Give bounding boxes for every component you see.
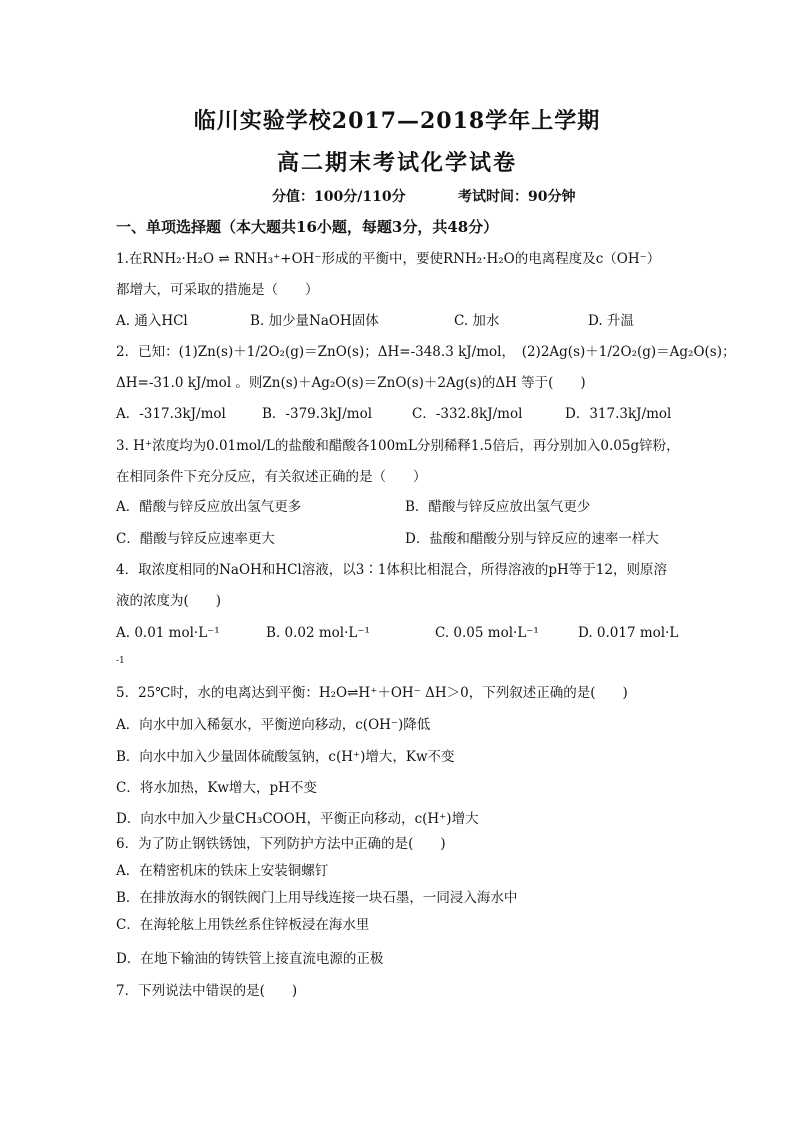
q5-option-c: C．将水加热，Kw增大，pH不变 bbox=[116, 780, 317, 796]
q2-stem-line1: 2．已知：(1)Zn(s)＋1/2O₂(g)＝ZnO(s)；ΔH=-348.3 kJ/mol， (2)2Ag(s)＋1/2O₂(g)＝Ag₂O(s)； bbox=[116, 344, 736, 360]
exam-title: 临川实验学校2017—2018学年上学期 bbox=[193, 108, 601, 134]
q4-option-b: B. 0.02 mol·L⁻¹ bbox=[266, 625, 370, 641]
q2-stem-line2: ΔH=-31.0 kJ/mol 。则Zn(s)＋Ag₂O(s)＝ZnO(s)＋2Ag(s)的ΔH 等于( ) bbox=[116, 375, 586, 391]
q5-option-a: A．向水中加入稀氨水，平衡逆向移动，c(OH⁻)降低 bbox=[116, 717, 431, 733]
section-heading: 一、单项选择题（本大题共16小题，每题3分，共48分） bbox=[116, 218, 499, 236]
q4-option-c: C. 0.05 mol·L⁻¹ bbox=[435, 625, 539, 641]
q4-stem-line1: 4．取浓度相同的NaOH和HCl溶液，以3∶1体积比相混合，所得溶液的pH等于12，则原溶 bbox=[116, 562, 667, 578]
q3-option-c: C．醋酸与锌反应速率更大 bbox=[116, 531, 275, 547]
q3-option-d: D．盐酸和醋酸分别与锌反应的速率一样大 bbox=[405, 531, 659, 547]
q4-option-d: D. 0.017 mol·L bbox=[578, 625, 679, 641]
q6-option-c: C．在海轮舷上用铁丝系住锌板浸在海水里 bbox=[116, 917, 370, 933]
score-info: 分值：100分/110分 bbox=[272, 189, 406, 205]
q1-stem-line1: 1.在RNH₂·H₂O ⇌ RNH₃⁺+OH⁻形成的平衡中，要使RNH₂·H₂O的电离程度及c（OH⁻） bbox=[116, 251, 661, 267]
q1-stem-line2: 都增大，可采取的措施是（ ） bbox=[116, 282, 319, 298]
q2-option-d: D．317.3kJ/mol bbox=[565, 406, 672, 422]
q7-stem-line1: 7．下列说法中错误的是( ) bbox=[116, 983, 298, 999]
time-info: 考试时间：90分钟 bbox=[458, 189, 576, 205]
q1-option-d: D. 升温 bbox=[588, 313, 634, 329]
q5-option-d: D．向水中加入少量CH₃COOH，平衡正向移动，c(H⁺)增大 bbox=[116, 811, 479, 827]
q3-option-a: A．醋酸与锌反应放出氢气更多 bbox=[116, 499, 302, 515]
q4-stem-line2: 液的浓度为( ) bbox=[116, 593, 222, 609]
q1-option-c: C. 加水 bbox=[454, 313, 500, 329]
q3-stem-line1: 3. H⁺浓度均为0.01mol/L的盐酸和醋酸各100mL分别稀释1.5倍后，再分别加入0.05g锌粉， bbox=[116, 438, 680, 454]
q5-option-b: B．向水中加入少量固体硫酸氢钠，c(H⁺)增大，Kw不变 bbox=[116, 749, 455, 765]
q6-option-d: D．在地下输油的铸铁管上接直流电源的正极 bbox=[116, 951, 384, 967]
q4-option-a: A. 0.01 mol·L⁻¹ bbox=[116, 625, 220, 641]
q5-stem-line1: 5．25℃时，水的电离达到平衡：H₂O⇌H⁺＋OH⁻ ΔH＞0，下列叙述正确的是( ) bbox=[116, 685, 628, 701]
q2-option-c: C．-332.8kJ/mol bbox=[412, 406, 523, 422]
q6-option-b: B．在排放海水的钢铁阀门上用导线连接一块石墨，一同浸入海水中 bbox=[116, 890, 518, 906]
q6-stem-line1: 6．为了防止钢铁锈蚀，下列防护方法中正确的是( ) bbox=[116, 836, 446, 852]
q4-option-d-exponent: -1 bbox=[116, 656, 125, 666]
q3-option-b: B．醋酸与锌反应放出氢气更少 bbox=[405, 499, 591, 515]
exam-subtitle: 高二期末考试化学试卷 bbox=[276, 150, 517, 176]
q2-option-b: B．-379.3kJ/mol bbox=[262, 406, 373, 422]
q6-option-a: A．在精密机床的铁床上安装铜螺钉 bbox=[116, 863, 329, 879]
q2-option-a: A．-317.3kJ/mol bbox=[116, 406, 226, 422]
q1-option-a: A. 通入HCl bbox=[116, 313, 188, 329]
q3-stem-line2: 在相同条件下充分反应，有关叙述正确的是（ ） bbox=[116, 469, 427, 485]
q1-option-b: B. 加少量NaOH固体 bbox=[250, 313, 379, 329]
